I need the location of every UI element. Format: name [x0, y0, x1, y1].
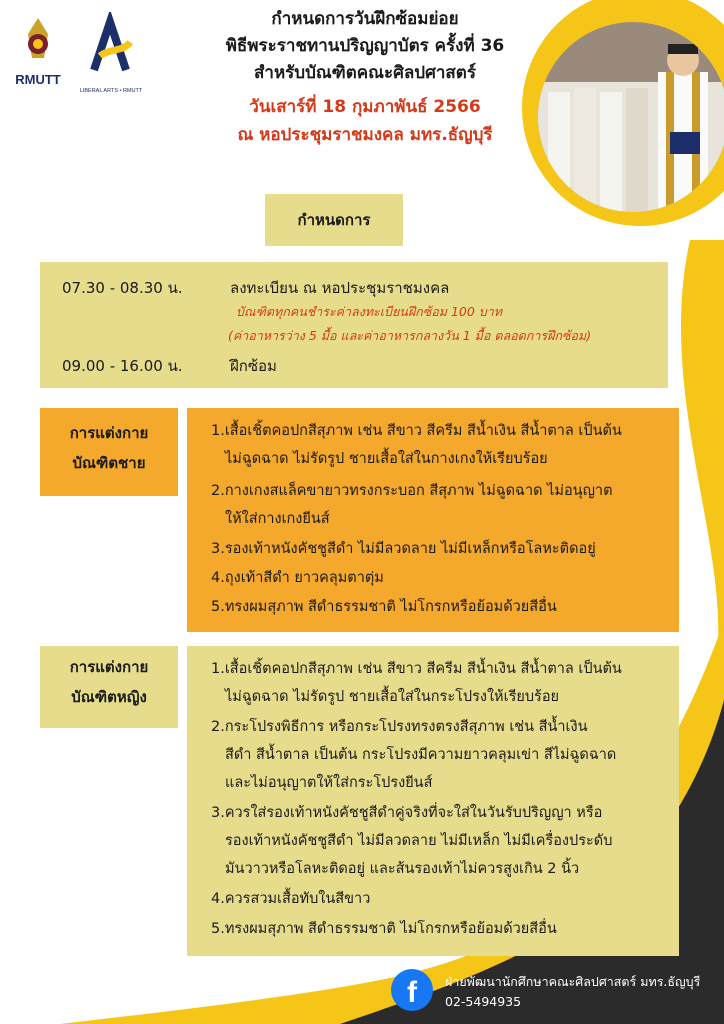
- female-line-6: 3.ควรใส่รองเท้าหนังคัชชูสีดำคู่จริงที่จะใส่ในวันรับปริญญา หรือ: [211, 805, 603, 821]
- schedule-activity-2: ฝึกซ้อม: [230, 357, 277, 375]
- schedule-activity-1: ลงทะเบียน ณ หอประชุมราชมงคล: [230, 279, 450, 297]
- male-dress-label-1: การแต่งกาย: [69, 424, 149, 442]
- female-dress-label: [40, 646, 178, 728]
- female-line-10: 5.ทรงผมสุภาพ สีดำธรรมชาติ ไม่โกรกหรือย้อมด้วยสีอื่น: [211, 921, 557, 937]
- male-dress-label: [40, 408, 178, 496]
- header-title: [150, 6, 580, 149]
- schedule-time-2: 09.00 - 16.00 น.: [62, 357, 183, 375]
- header-venue: ณ หอประชุมราชมงคล มทร.ธัญบุรี: [237, 125, 493, 145]
- male-dress-label-2: บัณฑิตชาย: [72, 454, 146, 472]
- male-line-7: 5.ทรงผมสุภาพ สีดำธรรมชาติ ไม่โกรกหรือย้อมด้วยสีอื่น: [211, 599, 557, 615]
- female-line-4: สีดำ สีน้ำตาล เป็นต้น กระโปรงมีความยาวคลุมเข่า สีไม่ฉูดฉาด: [225, 747, 617, 763]
- rmutt-logo-text: RMUTT: [15, 72, 61, 87]
- liberal-arts-logo: [80, 12, 142, 98]
- schedule-note-2: (ค่าอาหารว่าง 5 มื้อ และค่าอาหารกลางวัน 1 มื้อ ตลอดการฝึกซ้อม): [228, 328, 592, 343]
- female-line-1: 1.เสื้อเชิ้ตคอปกสีสุภาพ เช่น สีขาว สีครีม สีน้ำเงิน สีน้ำตาล เป็นต้น: [211, 661, 622, 677]
- female-dress-label-1: การแต่งกาย: [69, 658, 149, 676]
- header-line-2: พิธีพระราชทานปริญญาบัตร ครั้งที่ 36: [225, 36, 505, 56]
- liberal-arts-logo-text: LIBERAL ARTS • RMUTT: [80, 88, 142, 94]
- female-line-3: 2.กระโปรงพิธีการ หรือกระโปรงทรงตรงสีสุภาพ เช่น สีน้ำเงิน: [211, 719, 588, 735]
- schedule-note-1: บัณฑิตทุกคนชำระค่าลงทะเบียนฝึกซ้อม 100 บาท: [236, 304, 502, 319]
- male-line-6: 4.ถุงเท้าสีดำ ยาวคลุมตาตุ่ม: [211, 570, 384, 586]
- female-dress-box: [187, 646, 679, 956]
- footer-phone: 02-5494935: [445, 994, 522, 1009]
- female-line-5: และไม่อนุญาตให้ใส่กระโปรงยีนส์: [225, 775, 433, 791]
- male-line-5: 3.รองเท้าหนังคัชชูสีดำ ไม่มีลวดลาย ไม่มีเหล็กหรือโลหะติดอยู่: [211, 541, 596, 557]
- schedule-label: กำหนดการ: [265, 194, 403, 246]
- female-line-2: ไม่ฉูดฉาด ไม่รัดรูป ชายเสื้อใส่ในกระโปรงให้เรียบร้อย: [225, 689, 560, 705]
- male-dress-box: [187, 408, 679, 632]
- header-date: วันเสาร์ที่ 18 กุมภาพันธ์ 2566: [249, 97, 481, 117]
- schedule-time-1: 07.30 - 08.30 น.: [62, 279, 183, 297]
- male-line-4: ให้ใส่กางเกงยีนส์: [225, 511, 330, 527]
- rmutt-logo: [8, 14, 68, 94]
- male-line-3: 2.กางเกงสแล็คขายาวทรงกระบอก สีสุภาพ ไม่ฉูดฉาด ไม่อนุญาต: [211, 483, 613, 499]
- female-line-8: มันวาวหรือโลหะติดอยู่ และส้นรองเท้าไม่ควรสูงเกิน 2 นิ้ว: [225, 861, 580, 877]
- header-line-3: สำหรับบัณฑิตคณะศิลปศาสตร์: [254, 63, 476, 83]
- graduates-photo: [538, 22, 724, 212]
- schedule-box: [40, 262, 668, 388]
- female-dress-label-2: บัณฑิตหญิง: [71, 688, 147, 706]
- male-line-1: 1.เสื้อเชิ้ตคอปกสีสุภาพ เช่น สีขาว สีครีม สีน้ำเงิน สีน้ำตาล เป็นต้น: [211, 423, 622, 439]
- male-line-2: ไม่ฉูดฉาด ไม่รัดรูป ชายเสื้อใส่ในกางเกงให้เรียบร้อย: [225, 451, 548, 467]
- header-line-1: กำหนดการวันฝึกซ้อมย่อย: [271, 9, 459, 29]
- female-line-7: รองเท้าหนังคัชชูสีดำ ไม่มีลวดลาย ไม่มีเหล็ก ไม่มีเครื่องประดับ: [225, 833, 613, 849]
- female-line-9: 4.ควรสวมเสื้อทับในสีขาว: [211, 891, 371, 907]
- footer-contact: [445, 972, 700, 1012]
- facebook-icon[interactable]: f: [391, 969, 433, 1011]
- footer-department: ฝ่ายพัฒนานักศึกษาคณะศิลปศาสตร์ มทร.ธัญบุรี: [445, 974, 701, 989]
